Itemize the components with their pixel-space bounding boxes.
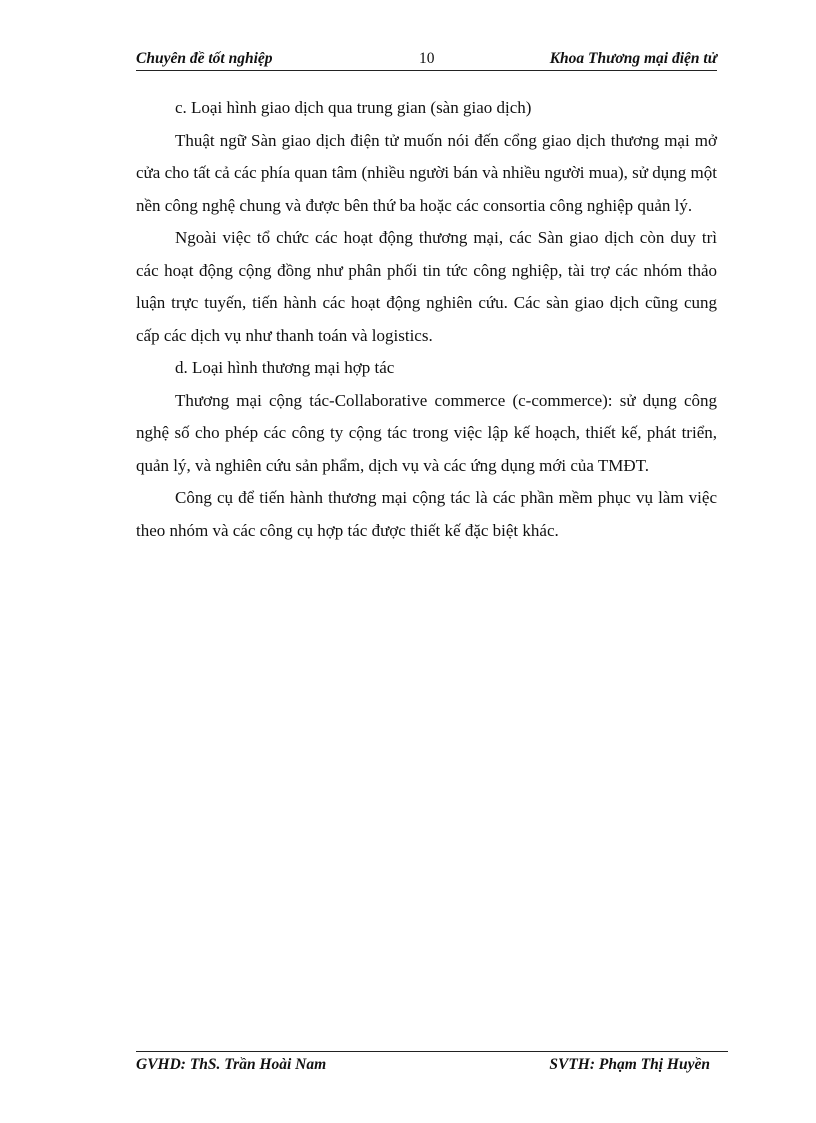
section-heading-d: d. Loại hình thương mại hợp tác xyxy=(175,358,395,377)
page-footer xyxy=(136,1051,728,1076)
document-body xyxy=(136,92,717,547)
paragraph: Thương mại cộng tác-Collaborative commerce (c-commerce): sử dụng công nghệ số cho phép các công ty cộng tác trong việc lập kế hoạch, thiết kế, phát triển, quản lý, và nghiên cứu sản phẩm, dịch vụ và các ứng dụng mới của TMĐT. xyxy=(136,390,717,475)
paragraph: Công cụ để tiến hành thương mại cộng tác là các phần mềm phục vụ làm việc theo nhóm và các công cụ hợp tác được thiết kế đặc biệt khác. xyxy=(136,488,717,540)
footer-student: SVTH: Phạm Thị Huyền xyxy=(549,1056,710,1073)
header-thesis-title: Chuyên đề tốt nghiệp xyxy=(136,50,273,67)
header-faculty: Khoa Thương mại điện tử xyxy=(549,50,717,67)
paragraph: Thuật ngữ Sàn giao dịch điện tử muốn nói đến cổng giao dịch thương mại mở cửa cho tất cả các phía quan tâm (nhiều người bán và nhiều người mua), sử dụng một nền công nghệ chung và được bên thứ ba hoặc các consortia công nghiệp quản lý. xyxy=(136,130,717,215)
paragraph: Ngoài việc tổ chức các hoạt động thương mại, các Sàn giao dịch còn duy trì các hoạt động cộng đồng như phân phối tin tức công nghiệp, tài trợ các nhóm thảo luận trực tuyến, tiến hành các hoạt động nghiên cứu. Các sàn giao dịch cũng cung cấp các dịch vụ như thanh toán và logistics. xyxy=(136,228,717,345)
page-number: 10 xyxy=(419,50,435,67)
footer-supervisor: GVHD: ThS. Trần Hoài Nam xyxy=(136,1056,327,1073)
section-heading-c: c. Loại hình giao dịch qua trung gian (sàn giao dịch) xyxy=(175,98,532,117)
page-header xyxy=(136,48,717,71)
